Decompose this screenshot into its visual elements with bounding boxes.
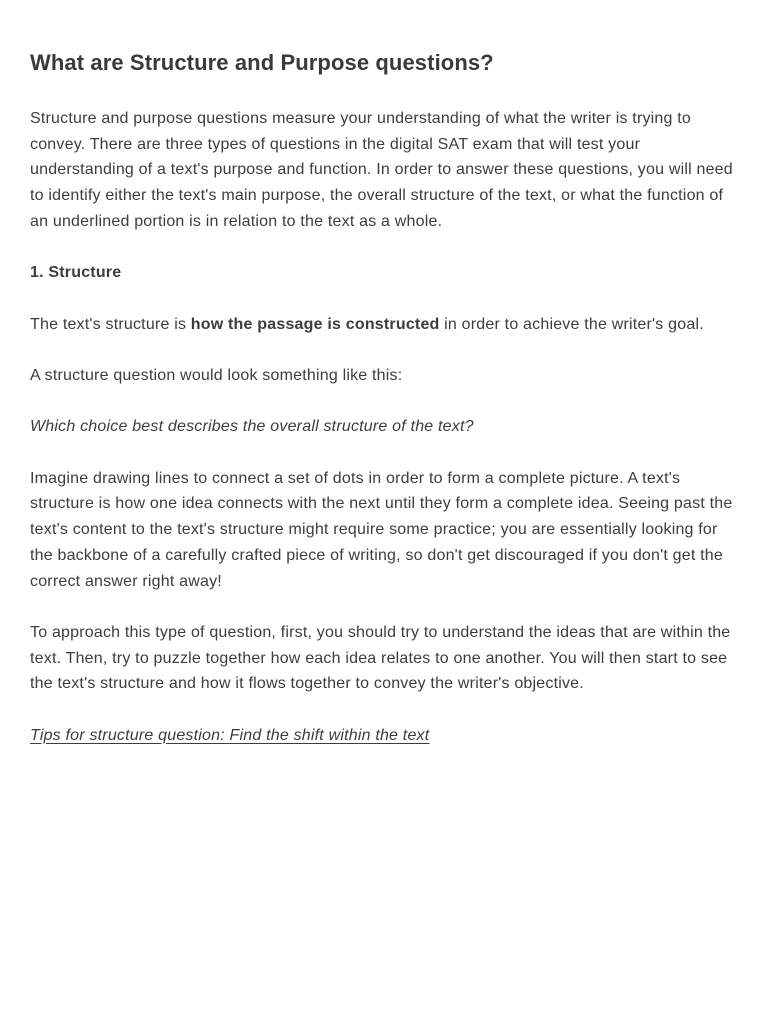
example-intro: A structure question would look something like this:	[30, 366, 403, 384]
approach-paragraph: To approach this type of question, first, you should try to understand the ideas that are within the text. Then, try to puzzle together how each idea relates to one another. You will then start to see the text's structure and how it flows together to convey the writer's objective.	[30, 623, 731, 693]
page-title: What are Structure and Purpose questions?	[30, 50, 494, 75]
example-question: Which choice best describes the overall structure of the text?	[30, 418, 474, 436]
definition-suffix: in order to achieve the writer's goal.	[439, 315, 704, 333]
tips-link[interactable]: Tips for structure question: Find the shift within the text	[30, 726, 430, 744]
definition-prefix: The text's structure is	[30, 315, 191, 333]
definition-emphasis: how the passage is constructed	[190, 315, 440, 333]
tips-paragraph	[30, 723, 738, 749]
section-heading-structure: 1. Structure	[30, 264, 122, 282]
structure-definition	[30, 312, 738, 338]
intro-paragraph: Structure and purpose questions measure your understanding of what the writer is trying to convey. There are three types of questions in the digital SAT exam that will test your understanding of a text's purpose and function. In order to answer these questions, you will need to identify either the text's main purpose, the overall structure of the text, or what the function of an underlined portion is in relation to the text as a whole.	[30, 110, 733, 230]
structure-explanation: Imagine drawing lines to connect a set of dots in order to form a complete picture. A text's structure is how one idea connects with the next until they form a complete idea. Seeing past the text's content to the text's structure might require some practice; you are essentially looking for the backbone of a carefully crafted piece of writing, so don't get discouraged if you don't get the correct answer right away!	[30, 469, 733, 590]
